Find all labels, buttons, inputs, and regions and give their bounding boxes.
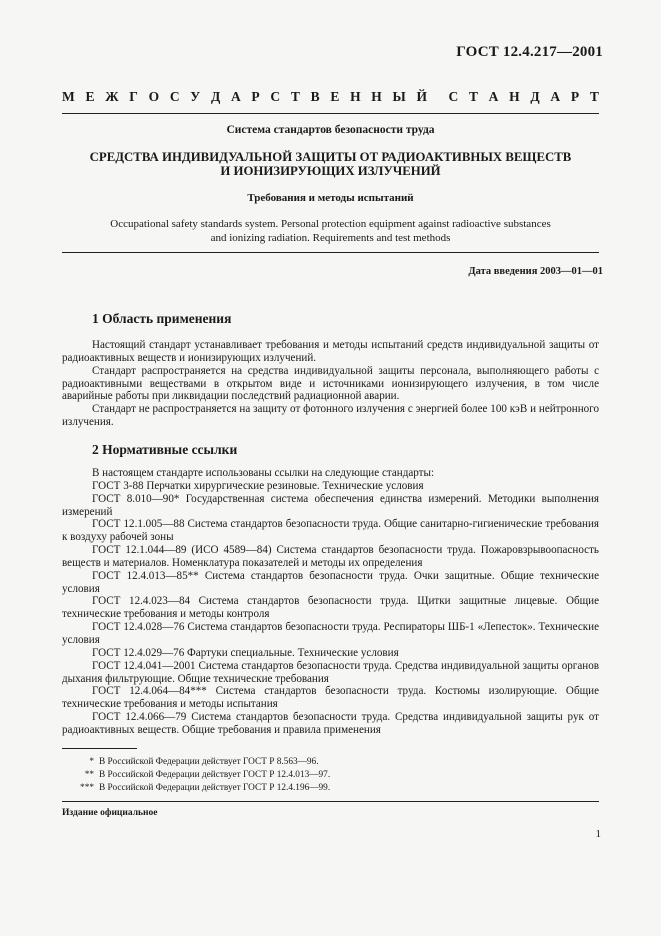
section-scope-body (62, 339, 599, 429)
letter: Т (468, 89, 478, 104)
letter: Д (210, 89, 221, 104)
paragraph: Стандарт распространяется на средства индивидуальной защиты персонала, выполняющего работы с радиоактивными веществами в открытом виде и источниками ионизирующего излучения, в том числе аварийные работы при ликвидации последствий радиационной аварии. (62, 364, 599, 403)
letter: Н (371, 89, 382, 104)
paragraph: Настоящий стандарт устанавливает требования и методы испытаний средств индивидуальной защиты от радиоактивных веществ и ионизирующих излучений. (62, 339, 599, 364)
paragraph: Стандарт не распространяется на защиту от фотонного излучения с энергией более 100 кэВ и нейтронного излучения. (62, 403, 599, 429)
letter: Г (129, 89, 138, 104)
divider (62, 801, 599, 802)
letter: Т (589, 89, 599, 104)
footnote-divider (62, 748, 137, 749)
footnote-text: В Российской Федерации действует ГОСТ Р 12.4.013—97. (99, 770, 331, 780)
letter: А (550, 89, 561, 104)
english-title-line-1: Occupational safety standards system. Personal protection equipment against radioactive substances (110, 218, 551, 230)
letter: Е (85, 89, 95, 104)
reference-item: ГОСТ 12.1.044—89 (ИСО 4589—84) Система стандартов безопасности труда. Пожаровзрывоопасность веществ и материалов. Номенклатура показателей и методы их определения (62, 544, 599, 569)
reference-item: ГОСТ 12.4.064—84*** Система стандартов безопасности труда. Костюмы изолирующие. Общие технические требования и методы испытания (62, 685, 599, 711)
footnote-text: В Российской Федерации действует ГОСТ Р 12.4.196—99. (99, 783, 331, 793)
letter: С (270, 89, 281, 104)
footnote (62, 769, 599, 782)
footnote-mark: *** (80, 783, 94, 793)
official-edition-label: Издание официальное (62, 808, 158, 818)
footnote-mark: ** (84, 770, 94, 780)
letter: С (448, 89, 459, 104)
title-line-1: СРЕДСТВА ИНДИВИДУАЛЬНОЙ ЗАЩИТЫ ОТ РАДИОАКТИВНЫХ ВЕЩЕСТВ (89, 150, 572, 164)
footnote-mark: * (89, 757, 94, 767)
reference-item: ГОСТ 12.4.013—85** Система стандартов безопасности труда. Очки защитные. Общие технические условия (62, 569, 599, 595)
letter: Т (290, 89, 300, 104)
footnote (62, 782, 599, 795)
letter: Д (530, 89, 540, 104)
letter: Н (350, 89, 361, 104)
section-heading-references: 2 Нормативные ссылки (92, 442, 238, 457)
english-title-line-2: and ionizing radiation. Requirements and test methods (210, 232, 451, 244)
reference-item: ГОСТ 8.010—90* Государственная система обеспечения единства измерений. Методики выполнения измерений (62, 492, 599, 518)
introduction-date: Дата введения 2003—01—01 (468, 266, 603, 277)
standard-type-heading (62, 89, 599, 114)
letter: С (169, 89, 180, 104)
reference-item: ГОСТ 3-88 Перчатки хирургические резиновые. Технические условия (92, 479, 424, 492)
letter: У (190, 89, 201, 104)
letter: О (148, 89, 160, 104)
title-line-2: И ИОНИЗИРУЮЩИХ ИЗЛУЧЕНИЙ (220, 164, 441, 178)
letter: Р (251, 89, 260, 104)
letter: Р (570, 89, 580, 104)
letter: В (310, 89, 320, 104)
letter: Ж (105, 89, 119, 104)
letter: М (62, 89, 75, 104)
letter: Й (416, 89, 428, 104)
english-title (62, 217, 599, 245)
document-title (62, 150, 599, 178)
section-heading-scope: 1 Область применения (92, 311, 232, 326)
letter: Н (509, 89, 520, 104)
reference-item: ГОСТ 12.4.066—79 Система стандартов безопасности труда. Средства индивидуальной защиты рук от радиоактивных веществ. Общие требования и правила применения (62, 711, 599, 736)
letter: Е (330, 89, 340, 104)
reference-item: ГОСТ 12.4.023—84 Система стандартов безопасности труда. Щитки защитные лицевые. Общие технические требования и методы контроля (62, 595, 599, 621)
letter: Ы (392, 89, 406, 104)
reference-item: ГОСТ 12.4.029—76 Фартуки специальные. Технические условия (92, 646, 399, 659)
footnote-text: В Российской Федерации действует ГОСТ Р 8.563—96. (99, 757, 319, 767)
footnote (62, 756, 599, 769)
footnotes (62, 756, 599, 795)
reference-item: ГОСТ 12.1.005—88 Система стандартов безопасности труда. Общие санитарно-гигиенические требования к воздуху рабочей зоны (62, 518, 599, 544)
section-references-body (62, 467, 599, 737)
letter: А (230, 89, 241, 104)
reference-item: ГОСТ 12.4.041—2001 Система стандартов безопасности труда. Средства индивидуальной защиты органов дыхания фильтрующие. Общие технические требования (62, 659, 599, 685)
letter: А (488, 89, 499, 104)
document-subtitle: Требования и методы испытаний (247, 192, 414, 204)
system-title: Система стандартов безопасности труда (226, 124, 435, 136)
reference-item: ГОСТ 12.4.028—76 Система стандартов безопасности труда. Респираторы ШБ-1 «Лепесток». Технические условия (62, 621, 599, 646)
divider (62, 252, 599, 253)
paragraph: В настоящем стандарте использованы ссылки на следующие стандарты: (92, 467, 435, 479)
gost-number: ГОСТ 12.4.217—2001 (456, 44, 603, 60)
page-number: 1 (595, 828, 601, 840)
